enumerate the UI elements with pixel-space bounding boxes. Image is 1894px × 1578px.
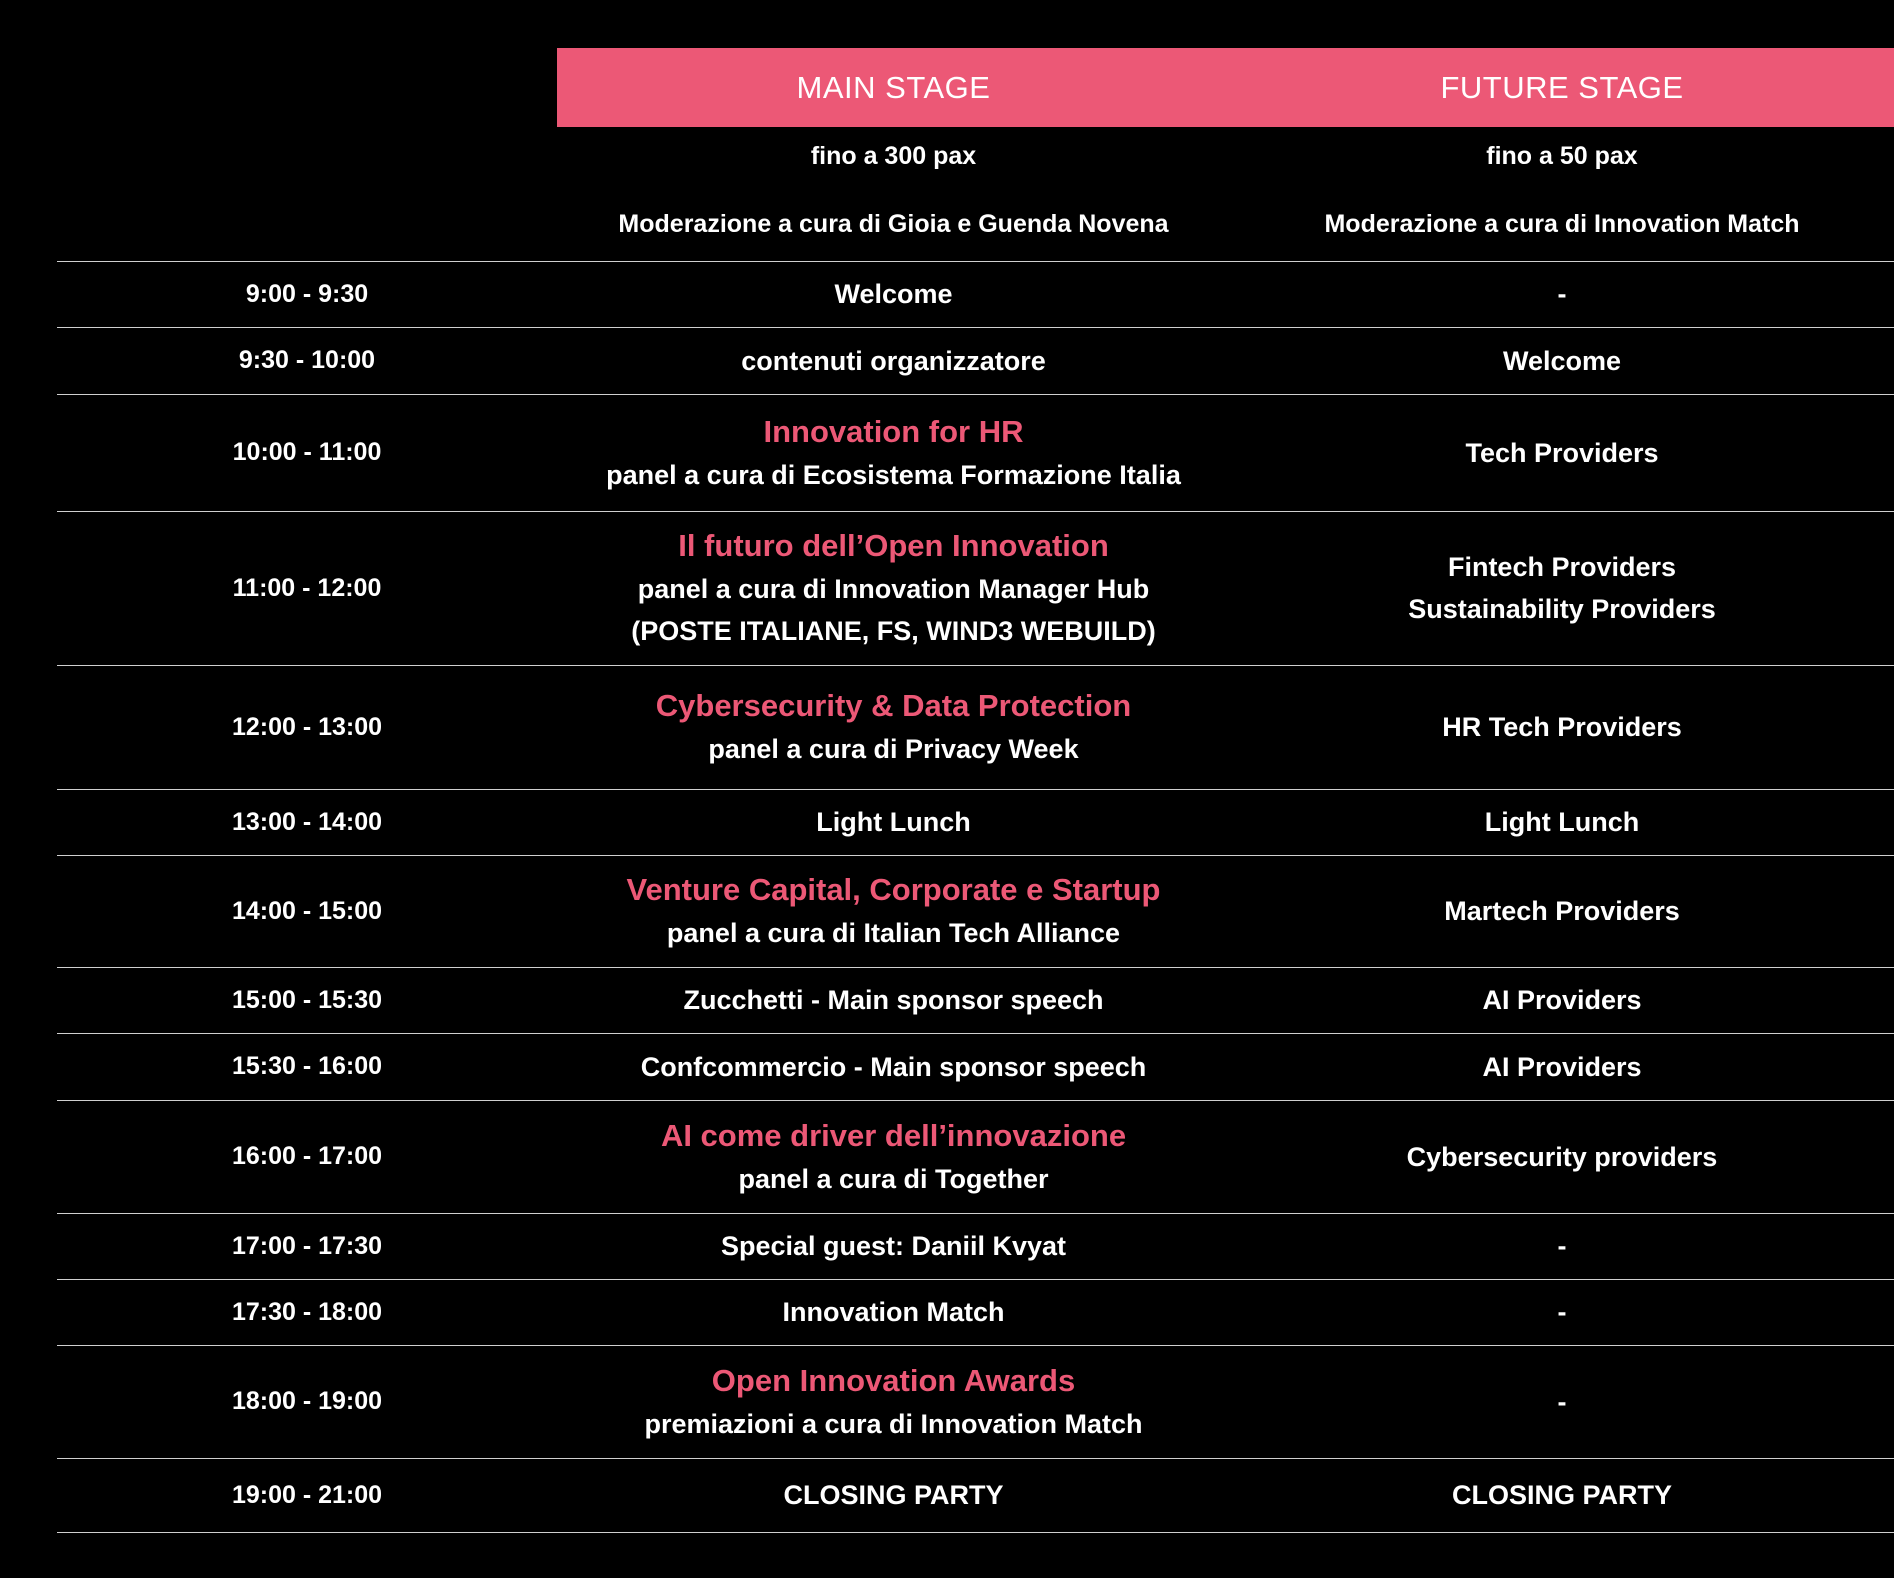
main-stage-cell [557, 1458, 1230, 1532]
time-slot: 19:00 - 21:00 [231, 1480, 383, 1509]
schedule-row [57, 1033, 1894, 1100]
main-stage-text: Zucchetti - Main sponsor speech [683, 985, 1104, 1015]
main-stage-cell [557, 1033, 1230, 1100]
future-stage-heading: FUTURE STAGE [1440, 70, 1684, 105]
row-divider [57, 1532, 1894, 1533]
future-stage-text: - [1557, 1386, 1567, 1417]
main-stage-text: panel a cura di Ecosistema Formazione Italia [606, 459, 1181, 490]
main-stage-cell [557, 511, 1230, 665]
session-title: Il futuro dell’Open Innovation [678, 528, 1109, 563]
future-stage-cell [1230, 1213, 1894, 1279]
main-stage-text: CLOSING PARTY [783, 1480, 1004, 1510]
future-stage-text: AI Providers [1482, 985, 1642, 1015]
schedule-row [57, 1458, 1894, 1532]
main-stage-cell [557, 394, 1230, 511]
future-stage-text: Sustainability Providers [1408, 594, 1716, 624]
future-stage-text: CLOSING PARTY [1451, 1480, 1672, 1510]
main-stage-text: panel a cura di Privacy Week [708, 734, 1079, 764]
main-stage-cell [557, 967, 1230, 1033]
schedule-row [57, 394, 1894, 511]
main-stage-cell [557, 1100, 1230, 1213]
main-stage-moderation: Moderazione a cura di Gioia e Guenda Novena [618, 210, 1169, 238]
schedule-row [57, 967, 1894, 1033]
future-stage-cell [1230, 1100, 1894, 1213]
future-stage-text: Fintech Providers [1447, 552, 1677, 582]
main-stage-text: contenuti organizzatore [741, 345, 1046, 376]
time-slot: 14:00 - 15:00 [231, 896, 383, 925]
time-slot: 11:00 - 12:00 [232, 573, 382, 602]
future-stage-capacity: fino a 50 pax [1486, 142, 1638, 170]
future-stage-cell [1230, 789, 1894, 855]
main-stage-text: panel a cura di Innovation Manager Hub [637, 574, 1150, 604]
future-stage-text: Martech Providers [1444, 896, 1680, 926]
time-slot: 18:00 - 19:00 [231, 1387, 383, 1415]
main-stage-cell [557, 261, 1230, 327]
schedule-row [57, 665, 1894, 789]
future-stage-text: Cybersecurity providers [1406, 1141, 1718, 1172]
main-stage-cell [557, 1345, 1230, 1458]
future-stage-cell [1230, 967, 1894, 1033]
schedule-row [57, 855, 1894, 967]
session-title: Innovation for HR [763, 413, 1024, 449]
main-stage-cell [557, 1213, 1230, 1279]
schedule-row [57, 327, 1894, 394]
session-title: Venture Capital, Corporate e Startup [626, 872, 1161, 907]
future-stage-text: AI Providers [1482, 1051, 1642, 1082]
time-slot: 16:00 - 17:00 [231, 1142, 383, 1170]
time-slot: 9:00 - 9:30 [245, 279, 369, 308]
future-stage-text: Tech Providers [1465, 437, 1659, 468]
future-stage-cell [1230, 665, 1894, 789]
schedule-row [57, 511, 1894, 665]
session-title: Open Innovation Awards [711, 1362, 1076, 1398]
future-stage-text: Light Lunch [1484, 807, 1640, 837]
future-stage-text: - [1557, 1231, 1567, 1261]
future-stage-cell [1230, 1033, 1894, 1100]
time-slot: 17:30 - 18:00 [231, 1297, 383, 1326]
schedule-row [57, 1345, 1894, 1458]
time-slot: 17:00 - 17:30 [231, 1231, 383, 1260]
main-stage-cell [557, 1279, 1230, 1345]
stage-header-bar [557, 48, 1894, 127]
schedule-row [57, 1100, 1894, 1213]
time-slot: 15:00 - 15:30 [231, 985, 383, 1014]
future-stage-text: - [1557, 1297, 1567, 1327]
time-slot: 13:00 - 14:00 [231, 807, 383, 836]
main-stage-cell [557, 327, 1230, 394]
future-stage-moderation: Moderazione a cura di Innovation Match [1324, 210, 1800, 238]
session-title: Cybersecurity & Data Protection [655, 688, 1132, 723]
main-stage-text: Innovation Match [782, 1297, 1005, 1327]
time-slot: 15:30 - 16:00 [231, 1052, 383, 1080]
main-stage-text: Welcome [834, 279, 953, 309]
time-slot: 9:30 - 10:00 [238, 346, 376, 374]
future-stage-cell [1230, 855, 1894, 967]
main-stage-text: Confcommercio - Main sponsor speech [640, 1051, 1147, 1082]
main-stage-text: Light Lunch [816, 807, 971, 837]
future-stage-text: HR Tech Providers [1442, 712, 1682, 742]
future-stage-cell [1230, 261, 1894, 327]
schedule-row [57, 261, 1894, 327]
main-stage-cell [557, 789, 1230, 855]
main-stage-text: Special guest: Daniil Kvyat [720, 1231, 1067, 1261]
future-stage-cell [1230, 327, 1894, 394]
time-slot: 10:00 - 11:00 [232, 438, 382, 466]
main-stage-text: panel a cura di Together [738, 1163, 1049, 1194]
future-stage-text: Welcome [1502, 345, 1622, 376]
schedule-row [57, 1279, 1894, 1345]
main-stage-text: panel a cura di Italian Tech Alliance [666, 918, 1121, 948]
future-stage-cell [1230, 1279, 1894, 1345]
future-stage-cell [1230, 1458, 1894, 1532]
future-stage-text: - [1557, 279, 1567, 309]
future-stage-cell [1230, 1345, 1894, 1458]
session-title: AI come driver dell’innovazione [660, 1117, 1127, 1153]
main-stage-capacity: fino a 300 pax [810, 142, 977, 170]
future-stage-cell [1230, 394, 1894, 511]
schedule-row [57, 1213, 1894, 1279]
schedule-row [57, 789, 1894, 855]
main-stage-cell [557, 855, 1230, 967]
main-stage-cell [557, 665, 1230, 789]
main-stage-text: (POSTE ITALIANE, FS, WIND3 WEBUILD) [631, 616, 1156, 646]
time-slot: 12:00 - 13:00 [231, 712, 383, 741]
future-stage-cell [1230, 511, 1894, 665]
main-stage-heading: MAIN STAGE [796, 70, 991, 105]
main-stage-text: premiazioni a cura di Innovation Match [644, 1408, 1143, 1439]
